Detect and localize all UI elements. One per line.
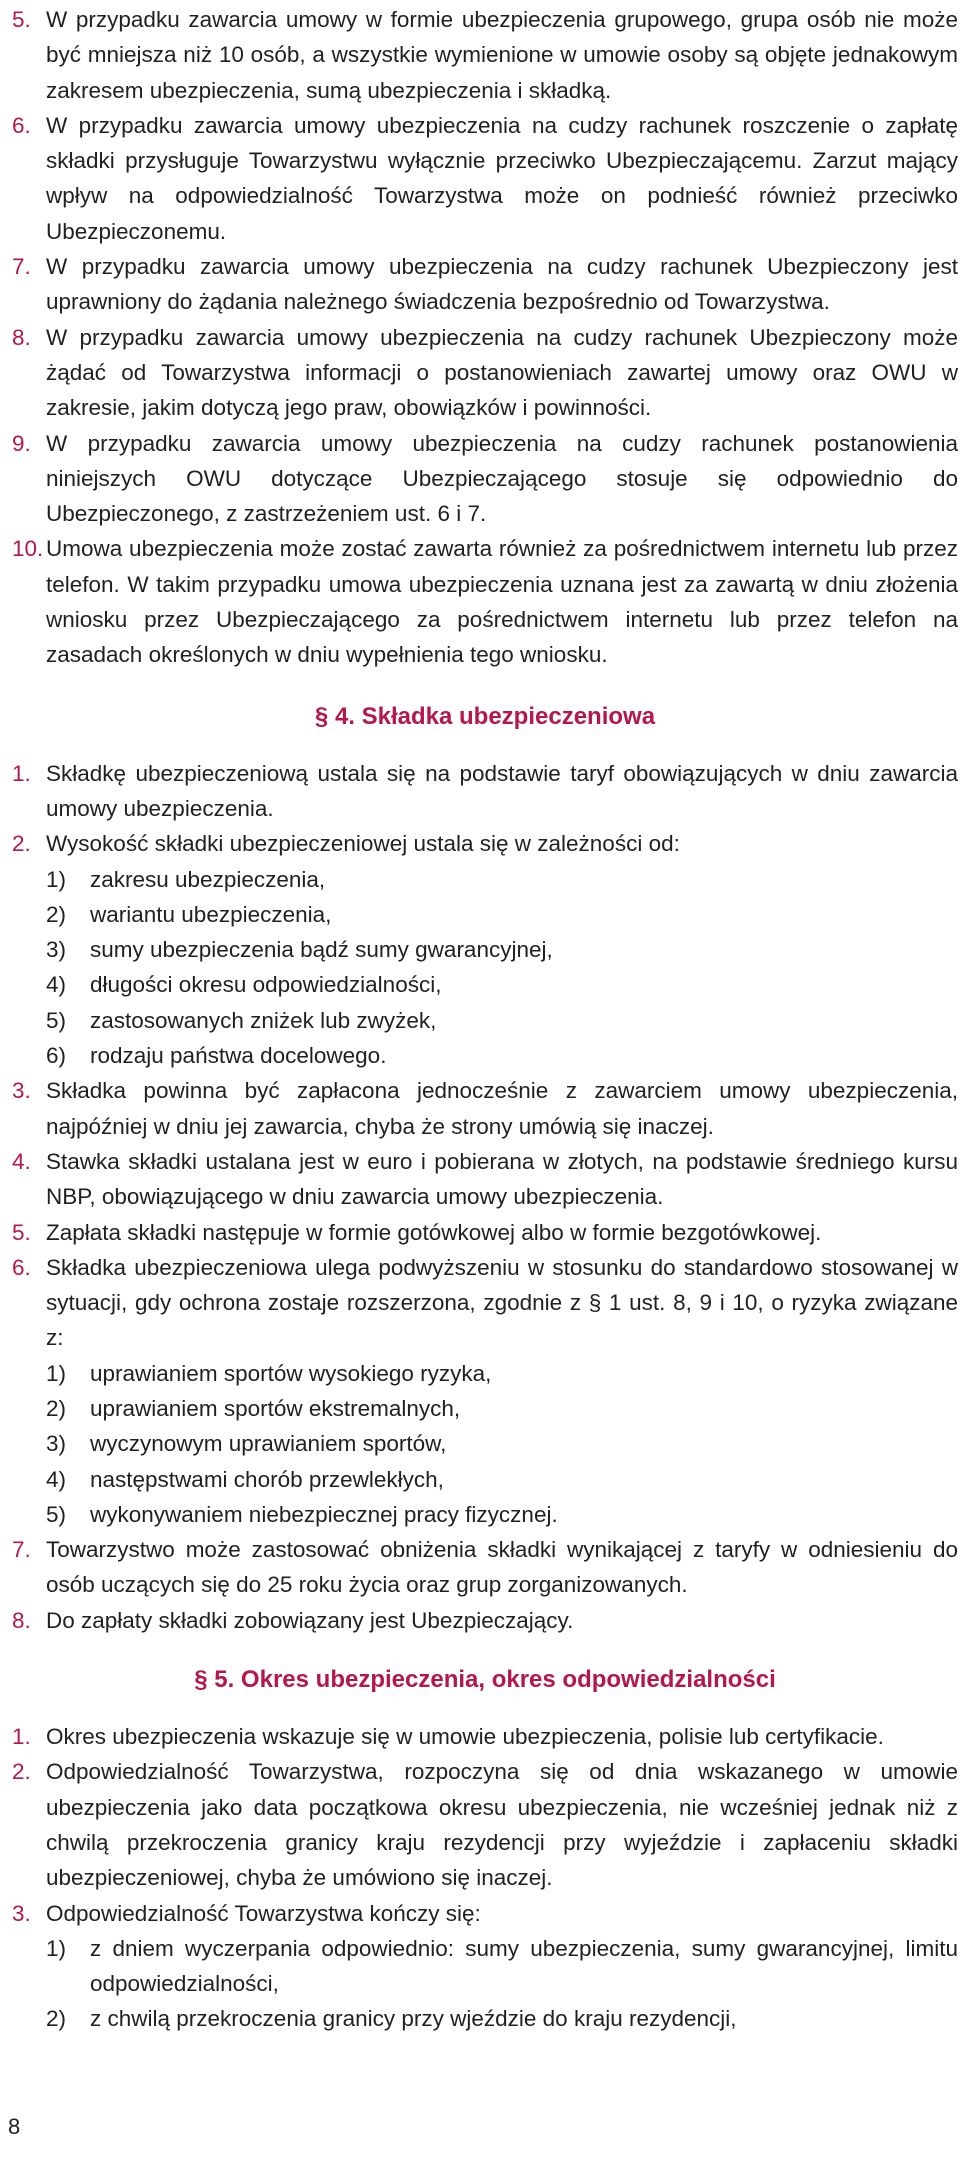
sub-item bbox=[46, 1931, 958, 2002]
list-item bbox=[12, 2, 958, 108]
sub-item-text: wyczynowym uprawianiem sportów, bbox=[90, 1431, 447, 1457]
item-number: 2. bbox=[12, 1759, 31, 1785]
item-number: 3. bbox=[12, 1900, 31, 1926]
sub-item-number: 3) bbox=[46, 1431, 67, 1457]
list-item bbox=[12, 1215, 958, 1250]
sub-item bbox=[46, 2001, 958, 2036]
item-number: 10. bbox=[12, 536, 44, 562]
sub-item-number: 2) bbox=[46, 1395, 67, 1421]
item-number: 9. bbox=[12, 430, 31, 456]
item-number: 8. bbox=[12, 1607, 31, 1633]
sub-item bbox=[46, 967, 958, 1002]
item-number: 5. bbox=[12, 1219, 31, 1245]
list-item bbox=[12, 1073, 958, 1144]
list-item bbox=[12, 1603, 958, 1638]
sub-item-text: uprawianiem sportów ekstremalnych, bbox=[90, 1395, 461, 1421]
sub-item-text: uprawianiem sportów wysokiego ryzyka, bbox=[90, 1360, 492, 1386]
item-number: 8. bbox=[12, 324, 31, 350]
item-text: W przypadku zawarcia umowy ubezpieczenia na cudzy rachunek Ubezpieczony może żądać od Towarzystwa informacji o postanowieniach zawartej umowy oraz OWU w zakresie, jakim dotyczą jego praw, obowiązków i powinności. bbox=[46, 324, 958, 421]
sub-item bbox=[46, 897, 958, 932]
sub-item-text: sumy ubezpieczenia bądź sumy gwarancyjnej, bbox=[90, 937, 553, 963]
sub-item-text: długości okresu odpowiedzialności, bbox=[90, 972, 442, 998]
item-number: 1. bbox=[12, 760, 31, 786]
sub-item-text: z chwilą przekroczenia granicy przy wjeździe do kraju rezydencji, bbox=[90, 2006, 737, 2032]
item-number: 6. bbox=[12, 112, 31, 138]
list-item bbox=[12, 756, 958, 827]
list-item bbox=[12, 1250, 958, 1356]
item-text: Składka ubezpieczeniowa ulega podwyższeniu w stosunku do standardowo stosowanej w sytuacji, gdy ochrona zostaje rozszerzona, zgodnie z § 1 ust. 8, 9 i 10, o ryzyka związane z: bbox=[46, 1254, 958, 1351]
list-item bbox=[12, 1754, 958, 1895]
item-text: Wysokość składki ubezpieczeniowej ustala się w zależności od: bbox=[46, 831, 680, 857]
sub-item bbox=[46, 1391, 958, 1426]
sub-item bbox=[46, 932, 958, 967]
item-text: W przypadku zawarcia umowy ubezpieczenia na cudzy rachunek postanowienia niniejszych OWU dotyczące Ubezpieczającego stosuje się odpowiednio do Ubezpieczonego, z zastrzeżeniem ust. 6 i 7. bbox=[46, 430, 958, 527]
list-item bbox=[12, 1532, 958, 1603]
item-number: 1. bbox=[12, 1724, 31, 1750]
sub-item-number: 5) bbox=[46, 1501, 67, 1527]
list-item bbox=[12, 249, 958, 320]
item-text: Do zapłaty składki zobowiązany jest Ubezpieczający. bbox=[46, 1607, 574, 1633]
sub-item-number: 1) bbox=[46, 1935, 67, 1961]
item-number: 5. bbox=[12, 7, 31, 32]
sub-item-text: zastosowanych zniżek lub zwyżek, bbox=[90, 1007, 437, 1033]
sub-item-number: 2) bbox=[46, 901, 67, 927]
sub-item-text: wariantu ubezpieczenia, bbox=[90, 901, 332, 927]
item-text: W przypadku zawarcia umowy ubezpieczenia na cudzy rachunek Ubezpieczony jest uprawniony do żądania należnego świadczenia bezpośrednio od Towarzystwa. bbox=[46, 254, 958, 315]
sub-item bbox=[46, 1462, 958, 1497]
list-item bbox=[12, 426, 958, 532]
sub-item-text: z dniem wyczerpania odpowiednio: sumy ubezpieczenia, sumy gwarancyjnej, limitu odpowiedzialności, bbox=[90, 1935, 958, 1997]
sub-item-text: następstwami chorób przewlekłych, bbox=[90, 1466, 444, 1492]
page-number: 8 bbox=[8, 2114, 21, 2139]
sub-item-number: 2) bbox=[46, 2006, 67, 2032]
item-number: 4. bbox=[12, 1148, 31, 1174]
section-heading-premium: § 4. Składka ubezpieczeniowa bbox=[314, 702, 656, 730]
sub-item-text: rodzaju państwa docelowego. bbox=[90, 1043, 387, 1069]
item-text: W przypadku zawarcia umowy ubezpieczenia na cudzy rachunek roszczenie o zapłatę składki przysługuje Towarzystwu wyłącznie przeciwko Ubezpieczającemu. Zarzut mający wpływ na odpowiedzialność Towarzystwa może on podnieść również przeciwko Ubezpieczonemu. bbox=[46, 112, 958, 244]
list-item bbox=[12, 826, 958, 861]
item-text: W przypadku zawarcia umowy w formie ubezpieczenia grupowego, grupa osób nie może być mniejsza niż 10 osób, a wszystkie wymienione w umowie osoby są objęte jednakowym zakresem ubezpieczenia, sumą ubezpieczenia i składką. bbox=[46, 7, 958, 103]
sub-item bbox=[46, 1038, 958, 1073]
list-item bbox=[12, 1896, 958, 1931]
sub-item-text: wykonywaniem niebezpiecznej pracy fizycznej. bbox=[90, 1501, 558, 1527]
item-number: 6. bbox=[12, 1254, 31, 1280]
sub-item bbox=[46, 1003, 958, 1038]
section-heading-insurance-period: § 5. Okres ubezpieczenia, okres odpowiedzialności bbox=[194, 1666, 776, 1694]
item-number: 2. bbox=[12, 831, 31, 857]
item-number: 3. bbox=[12, 1078, 31, 1104]
list-item bbox=[12, 108, 958, 249]
sub-item bbox=[46, 1356, 958, 1391]
sub-item-number: 5) bbox=[46, 1007, 67, 1033]
item-text: Umowa ubezpieczenia może zostać zawarta również za pośrednictwem internetu lub przez telefon. W takim przypadku umowa ubezpieczenia uznana jest za zawartą w dniu złożenia wniosku przez Ubezpieczającego za pośrednictwem internetu lub przez telefon na zasadach określonych w dniu wypełnienia tego wniosku. bbox=[46, 536, 958, 668]
sub-item-text: zakresu ubezpieczenia, bbox=[90, 866, 326, 892]
item-text: Odpowiedzialność Towarzystwa, rozpoczyna się od dnia wskazanego w umowie ubezpieczenia jako data początkowa okresu ubezpieczenia, nie wcześniej jednak niż z chwilą przekroczenia granicy kraju rezydencji przy wyjeździe i zapłaceniu składki ubezpieczeniowej, chyba że umówiono się inaczej. bbox=[46, 1759, 958, 1891]
sub-item-number: 4) bbox=[46, 1466, 67, 1492]
item-number: 7. bbox=[12, 254, 31, 280]
item-text: Składkę ubezpieczeniową ustala się na podstawie taryf obowiązujących w dniu zawarcia umowy ubezpieczenia. bbox=[46, 760, 958, 821]
item-text: Składka powinna być zapłacona jednocześnie z zawarciem umowy ubezpieczenia, najpóźniej w dniu jej zawarcia, chyba że strony umówią się inaczej. bbox=[46, 1078, 958, 1139]
sub-item-number: 3) bbox=[46, 937, 67, 963]
list-item bbox=[12, 320, 958, 426]
sub-item-number: 6) bbox=[46, 1043, 67, 1069]
item-text: Okres ubezpieczenia wskazuje się w umowie ubezpieczenia, polisie lub certyfikacie. bbox=[46, 1724, 884, 1750]
list-item bbox=[12, 1144, 958, 1215]
sub-item-number: 1) bbox=[46, 866, 67, 892]
sub-item bbox=[46, 862, 958, 897]
item-number: 7. bbox=[12, 1537, 31, 1563]
list-item bbox=[12, 531, 958, 672]
sub-item bbox=[46, 1497, 958, 1532]
sub-item bbox=[46, 1426, 958, 1461]
item-text: Odpowiedzialność Towarzystwa kończy się: bbox=[46, 1900, 481, 1926]
item-text: Towarzystwo może zastosować obniżenia składki wynikającej z taryfy w odniesieniu do osób uczących się do 25 roku życia oraz grup zorganizowanych. bbox=[46, 1537, 958, 1598]
sub-item-number: 1) bbox=[46, 1360, 67, 1386]
sub-item-number: 4) bbox=[46, 972, 67, 998]
item-text: Zapłata składki następuje w formie gotówkowej albo w formie bezgotówkowej. bbox=[46, 1219, 822, 1245]
list-item bbox=[12, 1719, 958, 1754]
item-text: Stawka składki ustalana jest w euro i pobierana w złotych, na podstawie średniego kursu NBP, obowiązującego w dniu zawarcia umowy ubezpieczenia. bbox=[46, 1148, 958, 1210]
text-column bbox=[12, 2, 958, 2037]
